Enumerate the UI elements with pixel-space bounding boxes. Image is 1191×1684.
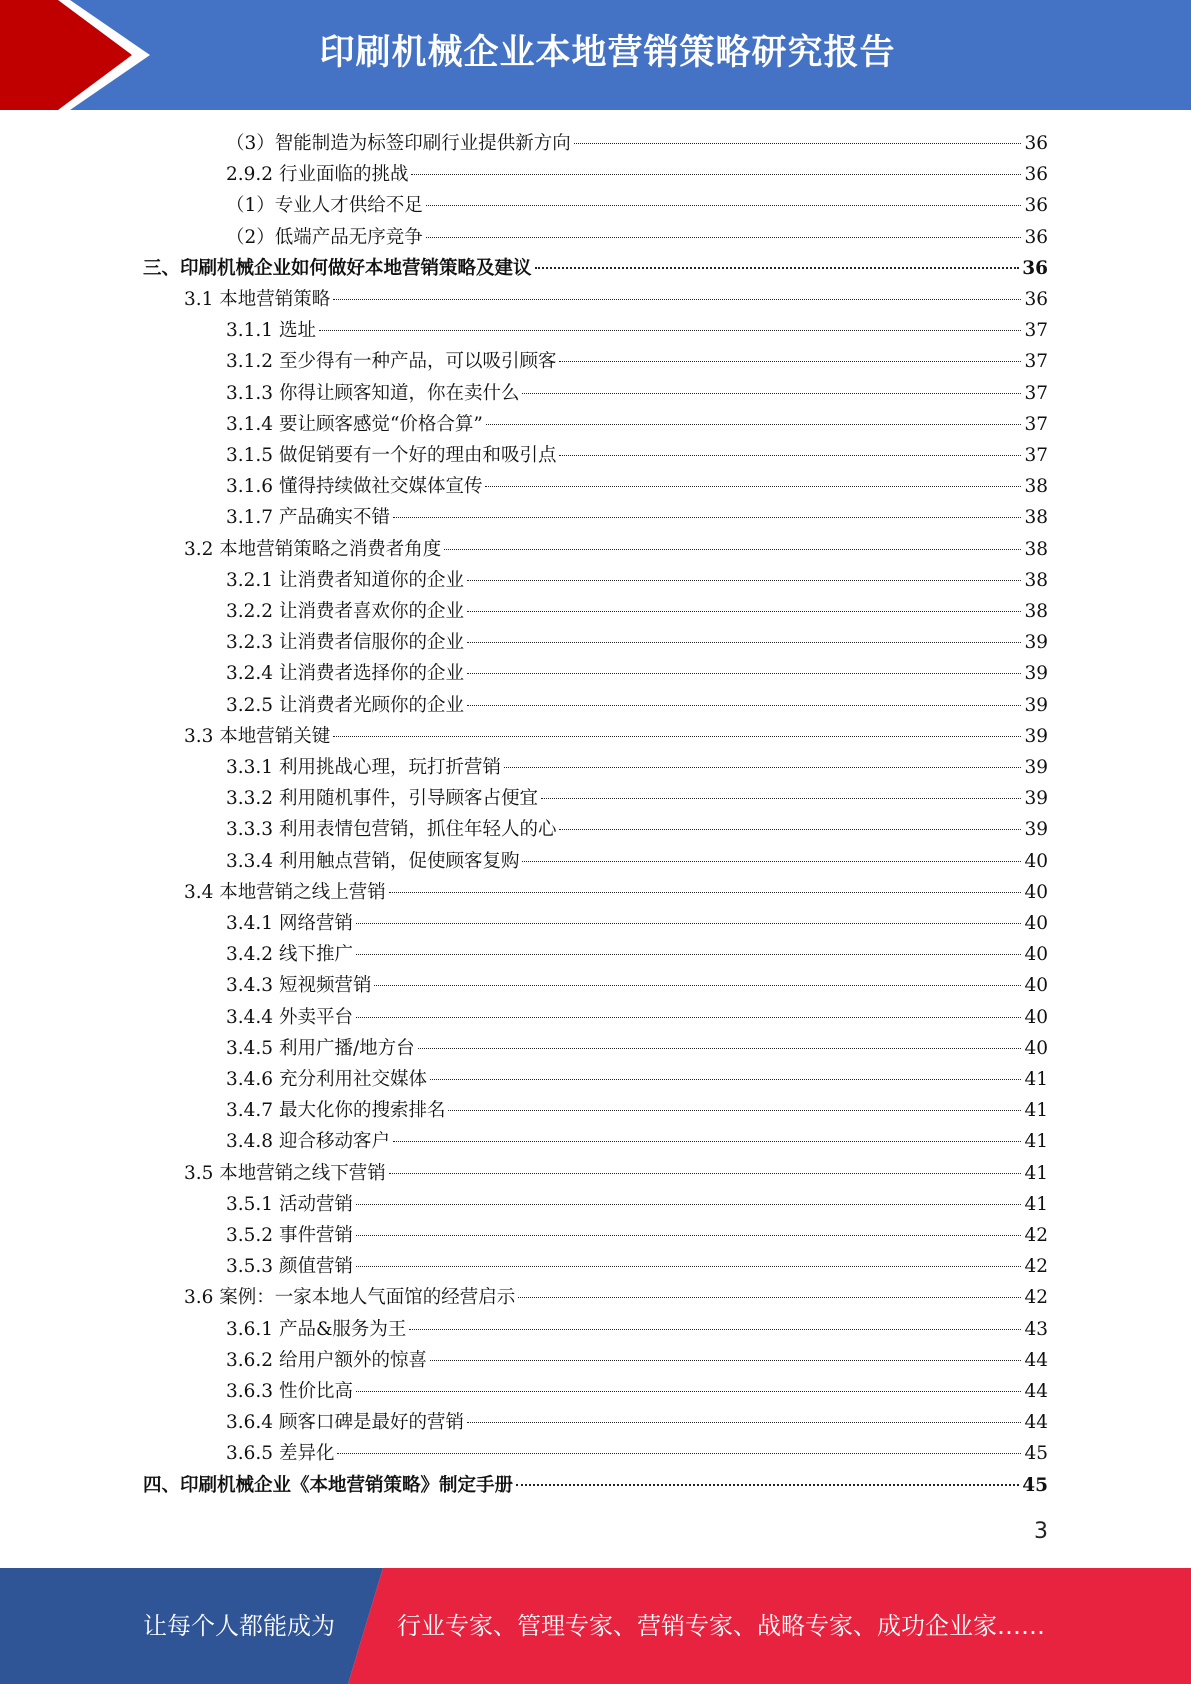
toc-dot-leader xyxy=(467,705,1021,706)
toc-entry-label: 3.2.2 让消费者喜欢你的企业 xyxy=(226,601,464,622)
toc-entry-label: 3.2.4 让消费者选择你的企业 xyxy=(226,663,464,685)
toc-entry[interactable] xyxy=(226,1064,1048,1095)
toc-dot-leader xyxy=(430,1079,1021,1080)
toc-entry-page: 36 xyxy=(1024,164,1048,186)
toc-entry-page: 41 xyxy=(1024,1193,1048,1215)
toc-entry-page: 37 xyxy=(1024,382,1048,404)
toc-dot-leader xyxy=(356,1391,1022,1392)
toc-entry-page: 38 xyxy=(1024,476,1048,498)
toc-entry[interactable] xyxy=(226,1314,1048,1345)
toc-entry[interactable] xyxy=(226,409,1048,440)
toc-entry[interactable] xyxy=(226,1438,1048,1469)
toc-entry[interactable] xyxy=(226,1345,1048,1376)
toc-entry[interactable] xyxy=(226,1407,1048,1438)
toc-entry-page: 42 xyxy=(1024,1225,1048,1246)
toc-entry-label: 四、印刷机械企业《本地营销策略》制定手册 xyxy=(143,1474,514,1496)
toc-entry[interactable] xyxy=(226,159,1048,190)
toc-dot-leader xyxy=(356,1266,1022,1267)
page-footer xyxy=(0,1568,1191,1684)
toc-dot-leader xyxy=(559,361,1021,362)
toc-dot-leader xyxy=(393,517,1021,518)
toc-entry-page: 38 xyxy=(1024,601,1048,622)
toc-entry-page: 41 xyxy=(1024,1131,1048,1153)
toc-dot-leader xyxy=(541,798,1021,799)
toc-dot-leader xyxy=(486,424,1022,425)
toc-entry-label: 3.4.2 线下推广 xyxy=(226,944,353,966)
toc-entry-page: 41 xyxy=(1024,1069,1048,1090)
toc-entry-page: 41 xyxy=(1024,1162,1048,1184)
toc-dot-leader xyxy=(356,1235,1022,1236)
toc-entry-page: 40 xyxy=(1024,1037,1048,1059)
toc-entry-page: 36 xyxy=(1022,257,1048,279)
toc-entry-page: 39 xyxy=(1024,632,1048,654)
toc-dot-leader xyxy=(504,767,1021,768)
toc-entry-page: 42 xyxy=(1024,1256,1048,1278)
toc-entry[interactable] xyxy=(184,1282,1048,1313)
toc-entry[interactable] xyxy=(226,346,1048,377)
toc-entry-page: 37 xyxy=(1024,445,1048,466)
report-title: 印刷机械企业本地营销策略研究报告 xyxy=(319,33,896,73)
toc-entry-page: 39 xyxy=(1024,663,1048,685)
toc-entry-page: 45 xyxy=(1022,1474,1048,1496)
toc-entry[interactable] xyxy=(226,1189,1048,1220)
toc-dot-leader xyxy=(535,267,1020,269)
toc-dot-leader xyxy=(448,1110,1021,1111)
toc-entry-page: 39 xyxy=(1024,757,1048,778)
toc-entry-page: 37 xyxy=(1024,351,1048,373)
toc-dot-leader xyxy=(356,954,1022,955)
toc-entry[interactable] xyxy=(226,315,1048,346)
toc-entry-label: 3.2 本地营销策略之消费者角度 xyxy=(184,538,442,560)
toc-entry-page: 39 xyxy=(1024,788,1048,810)
toc-entry-label: 3.2.1 让消费者知道你的企业 xyxy=(226,569,464,591)
toc-entry-page: 40 xyxy=(1024,944,1048,966)
toc-entry-label: 3.4.7 最大化你的搜索排名 xyxy=(226,1100,446,1122)
toc-entry[interactable] xyxy=(226,658,1048,689)
toc-entry[interactable] xyxy=(226,1095,1048,1126)
toc-dot-leader xyxy=(559,829,1021,830)
toc-dot-leader xyxy=(426,205,1022,206)
toc-entry[interactable] xyxy=(226,690,1048,721)
toc-entry-page: 36 xyxy=(1024,195,1048,217)
toc-dot-leader xyxy=(522,393,1021,394)
toc-entry[interactable] xyxy=(226,939,1048,970)
toc-entry-label: 3.5.3 颜值营销 xyxy=(226,1256,353,1278)
toc-entry-page: 44 xyxy=(1024,1381,1048,1402)
toc-entry[interactable] xyxy=(184,1158,1048,1189)
toc-entry-page: 40 xyxy=(1024,975,1048,997)
toc-entry-label: 3.4.1 网络营销 xyxy=(226,913,353,934)
toc-entry-label: 3.1.5 做促销要有一个好的理由和吸引点 xyxy=(226,445,557,466)
toc-entry[interactable] xyxy=(184,284,1048,315)
toc-dot-leader xyxy=(411,174,1021,175)
toc-entry[interactable] xyxy=(226,222,1048,253)
toc-entry-label: 3.2.3 让消费者信服你的企业 xyxy=(226,632,464,654)
toc-entry-label: 3.6.4 顾客口碑是最好的营销 xyxy=(226,1412,464,1434)
toc-entry[interactable] xyxy=(184,721,1048,752)
toc-dot-leader xyxy=(389,1173,1022,1174)
toc-entry-page: 40 xyxy=(1024,881,1048,903)
toc-entry-label: 3.4 本地营销之线上营销 xyxy=(184,881,386,903)
toc-entry-page: 43 xyxy=(1024,1318,1048,1340)
toc-entry-label: 3.6.2 给用户额外的惊喜 xyxy=(226,1349,427,1371)
toc-entry[interactable] xyxy=(226,596,1048,627)
toc-entry-page: 39 xyxy=(1024,694,1048,716)
toc-dot-leader xyxy=(467,580,1021,581)
toc-entry[interactable] xyxy=(226,440,1048,471)
toc-entry[interactable] xyxy=(226,378,1048,409)
toc-dot-leader xyxy=(426,237,1022,238)
toc-entry-label: 3.4.8 迎合移动客户 xyxy=(226,1131,390,1153)
toc-entry-label: 3.3.4 利用触点营销，促使顾客复购 xyxy=(226,850,520,872)
toc-entry-label: 3.5 本地营销之线下营销 xyxy=(184,1162,386,1184)
toc-entry[interactable] xyxy=(143,1470,1048,1501)
toc-entry-page: 37 xyxy=(1024,413,1048,435)
toc-entry-label: 3.1.6 懂得持续做社交媒体宣传 xyxy=(226,476,483,498)
toc-entry-label: 3.1.4 要让顾客感觉“价格合算” xyxy=(226,413,483,435)
toc-entry-page: 45 xyxy=(1024,1443,1048,1465)
footer-slogan-left: 让每个人都能成为 xyxy=(143,1612,335,1640)
toc-dot-leader xyxy=(333,299,1021,300)
toc-entry-label: 3.6 案例：一家本地人气面馆的经营启示 xyxy=(184,1287,516,1309)
toc-entry-label: 3.4.4 外卖平台 xyxy=(226,1006,353,1028)
toc-dot-leader xyxy=(444,549,1021,550)
toc-entry-label: 3.4.6 充分利用社交媒体 xyxy=(226,1069,427,1090)
toc-dot-leader xyxy=(356,1017,1022,1018)
toc-entry[interactable] xyxy=(226,190,1048,221)
toc-entry[interactable] xyxy=(226,128,1048,159)
toc-entry-label: 3.1.1 选址 xyxy=(226,320,316,342)
toc-entry[interactable] xyxy=(226,565,1048,596)
toc-entry-label: （2）低端产品无序竞争 xyxy=(226,226,423,248)
footer-slogan-right: 行业专家、管理专家、营销专家、战略专家、成功企业家…… xyxy=(397,1612,1045,1640)
toc-dot-leader xyxy=(467,642,1021,643)
toc-entry[interactable] xyxy=(226,502,1048,533)
toc-entry-page: 38 xyxy=(1024,507,1048,529)
toc-entry-label: 3.1 本地营销策略 xyxy=(184,289,331,310)
toc-entry[interactable] xyxy=(226,846,1048,877)
toc-entry-page: 36 xyxy=(1024,226,1048,248)
toc-entry[interactable] xyxy=(226,1126,1048,1157)
toc-entry-label: 3.5.2 事件营销 xyxy=(226,1225,353,1246)
toc-entry-page: 38 xyxy=(1024,569,1048,591)
toc-dot-leader xyxy=(522,861,1021,862)
toc-entry-label: 2.9.2 行业面临的挑战 xyxy=(226,164,409,186)
toc-entry-page: 39 xyxy=(1024,725,1048,747)
toc-entry[interactable] xyxy=(226,908,1048,939)
toc-entry-label: 3.6.3 性价比高 xyxy=(226,1381,353,1402)
toc-entry[interactable] xyxy=(226,783,1048,814)
toc-dot-leader xyxy=(389,892,1022,893)
toc-dot-leader xyxy=(559,455,1021,456)
toc-dot-leader xyxy=(467,611,1021,612)
toc-entry-label: 三、印刷机械企业如何做好本地营销策略及建议 xyxy=(143,257,532,279)
toc-entry-page: 36 xyxy=(1024,133,1048,154)
toc-entry-label: 3.1.7 产品确实不错 xyxy=(226,507,390,529)
toc-entry-page: 36 xyxy=(1024,289,1048,310)
toc-entry-page: 44 xyxy=(1024,1349,1048,1371)
toc-entry-label: 3.6.5 差异化 xyxy=(226,1443,335,1465)
toc-dot-leader xyxy=(518,1297,1021,1298)
toc-dot-leader xyxy=(356,923,1022,924)
toc-dot-leader xyxy=(485,486,1021,487)
toc-entry-page: 37 xyxy=(1024,320,1048,342)
toc-dot-leader xyxy=(374,985,1021,986)
toc-entry-label: （3）智能制造为标签印刷行业提供新方向 xyxy=(226,133,571,154)
toc-dot-leader xyxy=(319,330,1022,331)
toc-entry[interactable] xyxy=(226,752,1048,783)
toc-entry[interactable] xyxy=(184,534,1048,565)
toc-entry-page: 40 xyxy=(1024,850,1048,872)
toc-dot-leader xyxy=(516,1484,1019,1486)
toc-entry[interactable] xyxy=(184,877,1048,908)
toc-entry-label: 3.4.3 短视频营销 xyxy=(226,975,372,997)
toc-entry-label: 3.1.3 你得让顾客知道，你在卖什么 xyxy=(226,382,520,404)
toc-entry-label: 3.4.5 利用广播/地方台 xyxy=(226,1037,415,1059)
toc-entry-page: 40 xyxy=(1024,913,1048,934)
toc-dot-leader xyxy=(467,673,1021,674)
toc-dot-leader xyxy=(574,143,1022,144)
toc-entry[interactable] xyxy=(226,970,1048,1001)
toc-entry-label: 3.3.1 利用挑战心理，玩打折营销 xyxy=(226,757,501,778)
toc-entry-label: 3.5.1 活动营销 xyxy=(226,1193,353,1215)
toc-entry[interactable] xyxy=(226,814,1048,845)
toc-dot-leader xyxy=(393,1141,1021,1142)
toc-entry[interactable] xyxy=(226,1220,1048,1251)
toc-entry-page: 44 xyxy=(1024,1412,1048,1434)
toc-entry-page: 41 xyxy=(1024,1100,1048,1122)
toc-entry-page: 39 xyxy=(1024,819,1048,841)
toc-dot-leader xyxy=(333,736,1021,737)
toc-entry-label: 3.6.1 产品&服务为王 xyxy=(226,1318,407,1340)
toc-entry[interactable] xyxy=(226,627,1048,658)
toc-dot-leader xyxy=(430,1360,1021,1361)
toc-entry[interactable] xyxy=(226,1251,1048,1282)
toc-entry-label: 3.1.2 至少得有一种产品，可以吸引顾客 xyxy=(226,351,557,373)
toc-entry[interactable] xyxy=(226,1376,1048,1407)
toc-entry-label: 3.2.5 让消费者光顾你的企业 xyxy=(226,694,464,716)
toc-entry-label: 3.3 本地营销关键 xyxy=(184,725,331,747)
toc-entry-page: 42 xyxy=(1024,1287,1048,1309)
toc-entry-page: 38 xyxy=(1024,538,1048,560)
toc-entry-label: （1）专业人才供给不足 xyxy=(226,195,423,217)
toc-entry[interactable] xyxy=(143,253,1048,284)
toc-dot-leader xyxy=(409,1329,1021,1330)
toc-dot-leader xyxy=(356,1204,1022,1205)
toc-entry[interactable] xyxy=(226,1033,1048,1064)
toc-entry[interactable] xyxy=(226,471,1048,502)
toc-dot-leader xyxy=(337,1453,1021,1454)
toc-entry[interactable] xyxy=(226,1002,1048,1033)
toc-entry-label: 3.3.2 利用随机事件，引导顾客占便宜 xyxy=(226,788,538,810)
toc-dot-leader xyxy=(467,1422,1021,1423)
toc-entry-label: 3.3.3 利用表情包营销，抓住年轻人的心 xyxy=(226,819,557,841)
page-header xyxy=(0,0,1191,110)
toc-entry-page: 40 xyxy=(1024,1006,1048,1028)
toc-dot-leader xyxy=(418,1048,1022,1049)
page-number: 3 xyxy=(1034,1519,1048,1544)
